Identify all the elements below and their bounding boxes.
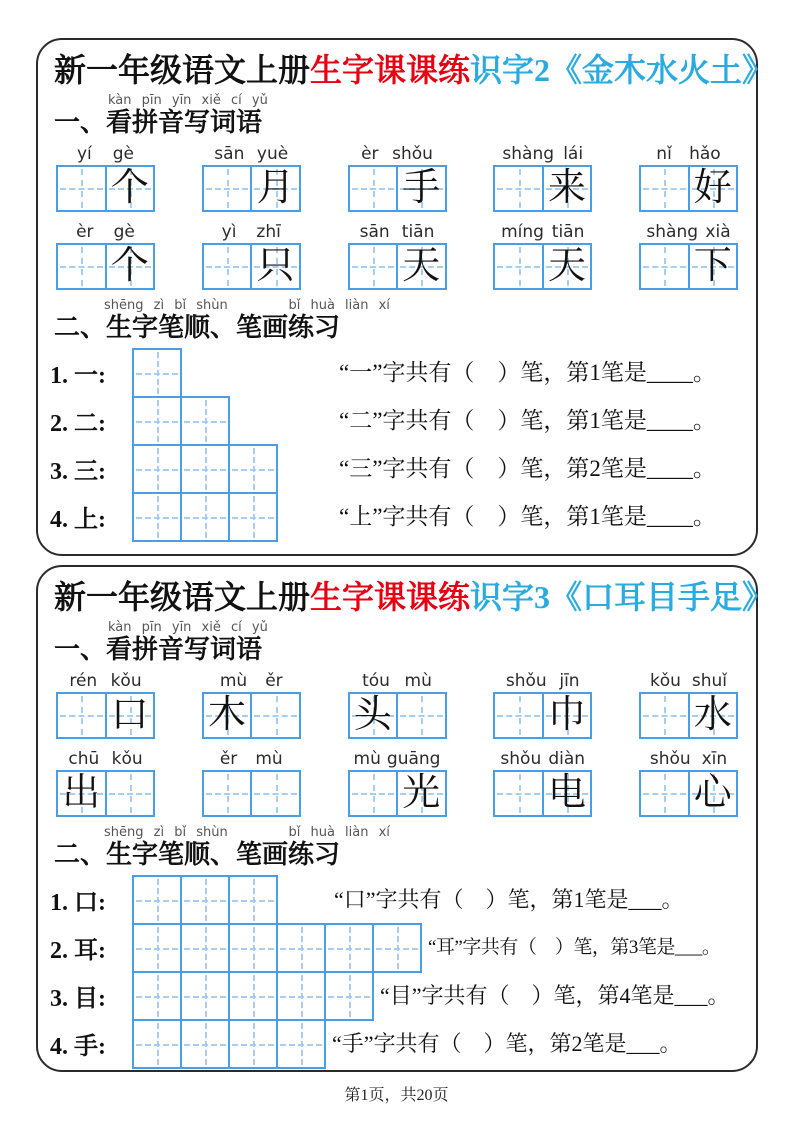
tianzige-box	[132, 492, 182, 542]
pinyin-syllable: yì	[221, 221, 237, 242]
tianzige-pair	[56, 243, 155, 290]
tianzige-cell	[495, 772, 542, 815]
tianzige-cell	[58, 167, 105, 210]
pinyin-syllable: mù	[219, 670, 248, 691]
tianzige-box	[180, 396, 230, 446]
pinyin-syllable: rén	[69, 670, 98, 691]
section-heading: 一、看拼音写词语	[54, 107, 263, 137]
pinyin-syllable: sān	[214, 143, 245, 164]
cell-character: 只	[256, 245, 295, 288]
tianzige-box	[132, 875, 182, 925]
tianzige-cell	[350, 694, 397, 737]
cell-character: 个	[110, 167, 149, 210]
worksheet-panel-shizi2	[36, 38, 775, 556]
title-red: 生字课课练	[310, 579, 471, 615]
section-stroke-practice	[50, 826, 744, 870]
page-number: 第1页，共20页	[344, 1087, 449, 1104]
pinyin-syllable: míng	[501, 221, 544, 242]
tianzige-pair	[348, 165, 447, 212]
tianzige-box	[180, 492, 230, 542]
cell-character: 头	[353, 694, 392, 737]
word-group	[202, 219, 301, 290]
word-group	[493, 668, 592, 739]
word-pinyin	[493, 219, 592, 241]
pinyin-syllable: kǒu	[111, 748, 143, 769]
word-group	[348, 668, 447, 739]
stroke-item-label: 4. 上:	[50, 507, 106, 534]
tianzige-box	[180, 444, 230, 494]
pinyin-syllable: shǒu	[500, 748, 542, 769]
tianzige-pair	[202, 692, 301, 739]
word-group	[639, 141, 738, 212]
stroke-boxes	[132, 1019, 326, 1069]
stroke-row	[50, 971, 744, 1021]
cell-character: 手	[402, 167, 441, 210]
pinyin-syllable: gè	[112, 143, 135, 164]
tianzige-pair	[56, 692, 155, 739]
pinyin-syllable: tiān	[551, 221, 585, 242]
tianzige-cell	[641, 772, 688, 815]
tianzige-box	[180, 971, 230, 1021]
stroke-question: “手”字共有（ ）笔，第2笔是___。	[332, 1030, 682, 1056]
pinyin-syllable: chū	[68, 748, 100, 769]
pinyin-syllable: ěr	[265, 670, 283, 691]
cell-character: 天	[402, 245, 441, 288]
stroke-row	[50, 1019, 744, 1069]
worksheet-panel-shizi3	[36, 565, 775, 1072]
word-pinyin	[493, 141, 592, 163]
tianzige-box	[132, 396, 182, 446]
tianzige-cell	[204, 772, 251, 815]
stroke-question: “耳”字共有（ ）笔，第3笔是___。	[428, 937, 721, 959]
pinyin-syllable: tiān	[401, 221, 435, 242]
pinyin-syllable: èr	[361, 143, 379, 164]
stroke-boxes	[132, 444, 282, 494]
cell-character: 天	[547, 245, 586, 288]
title-black: 新一年级语文上册	[54, 579, 311, 615]
word-group	[348, 219, 447, 290]
tianzige-box	[228, 923, 278, 973]
word-group	[202, 668, 301, 739]
tianzige-pair	[639, 692, 738, 739]
tianzige-cell	[688, 167, 737, 210]
pinyin-syllable: ěr	[219, 748, 238, 769]
pinyin-syllable: mù	[255, 748, 283, 769]
pinyin-syllable: tóu	[362, 670, 390, 691]
pinyin-syllable: xīn	[701, 748, 728, 769]
page-title	[54, 50, 775, 92]
pinyin-syllable: shǒu	[649, 748, 691, 769]
cell-character: 月	[256, 167, 295, 210]
word-pinyin	[493, 668, 592, 690]
tianzige-cell	[542, 772, 591, 815]
tianzige-pair	[56, 770, 155, 817]
word-group	[493, 141, 592, 212]
tianzige-cell	[350, 245, 397, 288]
word-group	[56, 141, 155, 212]
word-row	[56, 219, 738, 290]
tianzige-pair	[493, 165, 592, 212]
stroke-item-label: 1. 一:	[50, 363, 106, 390]
word-group	[639, 219, 738, 290]
tianzige-pair	[639, 243, 738, 290]
tianzige-box	[228, 971, 278, 1021]
pinyin-syllable: xià	[705, 221, 731, 242]
pinyin-syllable: hǎo	[689, 143, 721, 164]
word-group	[639, 668, 738, 739]
stroke-question: “上”字共有（ ）笔，第1笔是____。	[339, 504, 716, 530]
pinyin-syllable: yuè	[256, 143, 289, 164]
word-pinyin	[493, 746, 592, 768]
word-row	[56, 668, 738, 739]
tianzige-box	[132, 1019, 182, 1069]
stroke-row	[50, 444, 744, 494]
pinyin-syllable: lái	[563, 143, 584, 164]
word-group	[56, 219, 155, 290]
pinyin-syllable: shǒu	[505, 670, 547, 691]
stroke-boxes	[132, 396, 282, 446]
word-group	[493, 219, 592, 290]
stroke-row	[50, 923, 744, 973]
pinyin-syllable: shàng	[502, 143, 555, 164]
word-pinyin	[348, 219, 447, 241]
stroke-boxes	[132, 348, 282, 398]
tianzige-cell	[58, 772, 105, 815]
pinyin-syllable: kǒu	[110, 670, 142, 691]
word-group	[202, 141, 301, 212]
section-heading-pinyin: shēng zì bǐ shùn bǐ huà liàn xí	[104, 824, 390, 840]
tianzige-pair	[56, 165, 155, 212]
word-pinyin	[202, 668, 301, 690]
word-pinyin	[639, 668, 738, 690]
word-pinyin	[639, 141, 738, 163]
tianzige-box	[324, 971, 374, 1021]
section-heading: 二、生字笔顺、笔画练习	[54, 840, 341, 870]
tianzige-cell	[250, 167, 299, 210]
stroke-practice-area	[50, 348, 744, 542]
stroke-boxes	[132, 923, 422, 973]
stroke-boxes	[132, 971, 374, 1021]
stroke-question: “一”字共有（ ）笔，第1笔是____。	[339, 360, 716, 386]
tianzige-pair	[348, 692, 447, 739]
pinyin-syllable: guāng	[386, 748, 441, 769]
word-pinyin	[348, 746, 447, 768]
tianzige-box	[228, 492, 278, 542]
tianzige-pair	[202, 165, 301, 212]
title-black: 新一年级语文上册	[54, 52, 311, 88]
cell-character: 巾	[547, 694, 586, 737]
word-pinyin	[56, 746, 155, 768]
pinyin-syllable: kǒu	[649, 670, 681, 691]
word-group	[56, 746, 155, 817]
tianzige-cell	[641, 694, 688, 737]
stroke-row	[50, 348, 744, 398]
cell-character: 出	[62, 772, 101, 815]
word-pinyin	[639, 219, 738, 241]
tianzige-cell	[396, 167, 445, 210]
tianzige-box	[324, 923, 374, 973]
stroke-boxes	[132, 492, 282, 542]
stroke-question: “口”字共有（ ）笔，第1笔是___。	[334, 886, 684, 912]
cell-character: 好	[693, 167, 732, 210]
stroke-row	[50, 492, 744, 542]
tianzige-box	[276, 971, 326, 1021]
stroke-item-label: 3. 三:	[50, 459, 106, 486]
tianzige-cell	[105, 772, 154, 815]
pinyin-syllable: jīn	[559, 670, 580, 691]
tianzige-cell	[58, 694, 105, 737]
tianzige-pair	[348, 770, 447, 817]
word-row	[56, 141, 738, 212]
tianzige-cell	[250, 245, 299, 288]
stroke-item-label: 2. 耳:	[50, 938, 106, 965]
stroke-item-label: 4. 手:	[50, 1034, 106, 1061]
tianzige-cell	[495, 167, 542, 210]
tianzige-cell	[542, 694, 591, 737]
tianzige-cell	[542, 245, 591, 288]
tianzige-box	[228, 1019, 278, 1069]
word-pinyin	[202, 746, 301, 768]
word-pinyin	[56, 141, 155, 163]
tianzige-cell	[688, 772, 737, 815]
section-heading-pinyin: kàn pīn yīn xiě cí yǔ	[108, 92, 268, 108]
word-pinyin	[639, 746, 738, 768]
stroke-row	[50, 396, 744, 446]
tianzige-cell	[250, 772, 299, 815]
tianzige-cell	[350, 772, 397, 815]
word-group	[348, 746, 447, 817]
tianzige-cell	[105, 694, 154, 737]
tianzige-pair	[493, 770, 592, 817]
tianzige-cell	[641, 167, 688, 210]
word-group	[202, 746, 301, 817]
cell-character: 电	[547, 772, 586, 815]
tianzige-box	[276, 923, 326, 973]
tianzige-box	[132, 923, 182, 973]
word-pinyin	[348, 141, 447, 163]
tianzige-cell	[396, 772, 445, 815]
cell-character: 个	[110, 245, 149, 288]
section-pinyin-words	[50, 621, 744, 665]
stroke-practice-area	[50, 875, 744, 1069]
page-title	[54, 577, 775, 619]
tianzige-pair	[639, 165, 738, 212]
tianzige-box	[372, 923, 422, 973]
tianzige-pair	[202, 770, 301, 817]
tianzige-cell	[641, 245, 688, 288]
tianzige-cell	[105, 245, 154, 288]
section-pinyin-words	[50, 94, 744, 138]
pinyin-syllable: sān	[359, 221, 390, 242]
pinyin-syllable: mù	[353, 748, 381, 769]
pinyin-syllable: shàng	[646, 221, 699, 242]
tianzige-pair	[493, 692, 592, 739]
word-group	[56, 668, 155, 739]
tianzige-cell	[688, 694, 737, 737]
tianzige-cell	[250, 694, 299, 737]
title-blue: 识字3《口耳目手足》	[470, 579, 775, 615]
tianzige-cell	[58, 245, 105, 288]
pinyin-syllable: nǐ	[656, 143, 672, 164]
stroke-question: “三”字共有（ ）笔，第2笔是____。	[339, 456, 716, 482]
stroke-question: “目”字共有（ ）笔，第4笔是___。	[380, 982, 730, 1008]
pinyin-syllable: mù	[404, 670, 432, 691]
pinyin-syllable: shǒu	[392, 143, 433, 164]
word-pinyin	[202, 219, 301, 241]
tianzige-box	[132, 348, 182, 398]
section-stroke-practice	[50, 299, 744, 343]
stroke-item-label: 2. 二:	[50, 411, 106, 438]
title-red: 生字课课练	[310, 52, 471, 88]
cell-character: 水	[693, 694, 732, 737]
section-heading: 二、生字笔顺、笔画练习	[54, 313, 341, 343]
pinyin-syllable: diàn	[548, 748, 586, 769]
tianzige-cell	[542, 167, 591, 210]
section-heading-pinyin: shēng zì bǐ shùn bǐ huà liàn xí	[104, 297, 390, 313]
word-grid-area	[50, 668, 744, 817]
word-pinyin	[202, 141, 301, 163]
section-heading: 一、看拼音写词语	[54, 634, 263, 664]
tianzige-cell	[688, 245, 737, 288]
stroke-boxes	[132, 875, 278, 925]
pinyin-syllable: zhī	[256, 221, 281, 242]
tianzige-pair	[493, 243, 592, 290]
tianzige-cell	[105, 167, 154, 210]
tianzige-pair	[639, 770, 738, 817]
cell-character: 心	[693, 772, 732, 815]
word-row	[56, 746, 738, 817]
tianzige-cell	[396, 245, 445, 288]
section-heading-pinyin: kàn pīn yīn xiě cí yǔ	[108, 619, 268, 635]
word-pinyin	[56, 668, 155, 690]
cell-character: 口	[110, 694, 149, 737]
tianzige-box	[180, 923, 230, 973]
tianzige-cell	[204, 167, 251, 210]
tianzige-box	[180, 875, 230, 925]
tianzige-cell	[350, 167, 397, 210]
pinyin-syllable: shuǐ	[691, 670, 728, 691]
word-group	[493, 746, 592, 817]
tianzige-cell	[495, 245, 542, 288]
stroke-item-label: 1. 口:	[50, 890, 106, 917]
tianzige-box	[132, 444, 182, 494]
tianzige-box	[228, 875, 278, 925]
cell-character: 下	[693, 245, 732, 288]
pinyin-syllable: yí	[76, 143, 92, 164]
stroke-row	[50, 875, 744, 925]
tianzige-box	[180, 1019, 230, 1069]
tianzige-cell	[495, 694, 542, 737]
tianzige-box	[132, 971, 182, 1021]
stroke-question: “二”字共有（ ）笔，第1笔是____。	[339, 408, 716, 434]
cell-character: 来	[547, 167, 586, 210]
tianzige-cell	[204, 694, 251, 737]
cell-character: 木	[207, 694, 246, 737]
cell-character: 光	[402, 772, 441, 815]
title-blue: 识字2《金木水火土》	[470, 52, 775, 88]
pinyin-syllable: èr	[76, 221, 94, 242]
tianzige-cell	[204, 245, 251, 288]
word-group	[639, 746, 738, 817]
word-group	[348, 141, 447, 212]
word-pinyin	[348, 668, 447, 690]
word-grid-area	[50, 141, 744, 290]
tianzige-box	[276, 1019, 326, 1069]
pinyin-syllable: gè	[113, 221, 135, 242]
tianzige-box	[228, 444, 278, 494]
stroke-item-label: 3. 目:	[50, 986, 106, 1013]
tianzige-cell	[396, 694, 445, 737]
tianzige-pair	[202, 243, 301, 290]
tianzige-pair	[348, 243, 447, 290]
word-pinyin	[56, 219, 155, 241]
